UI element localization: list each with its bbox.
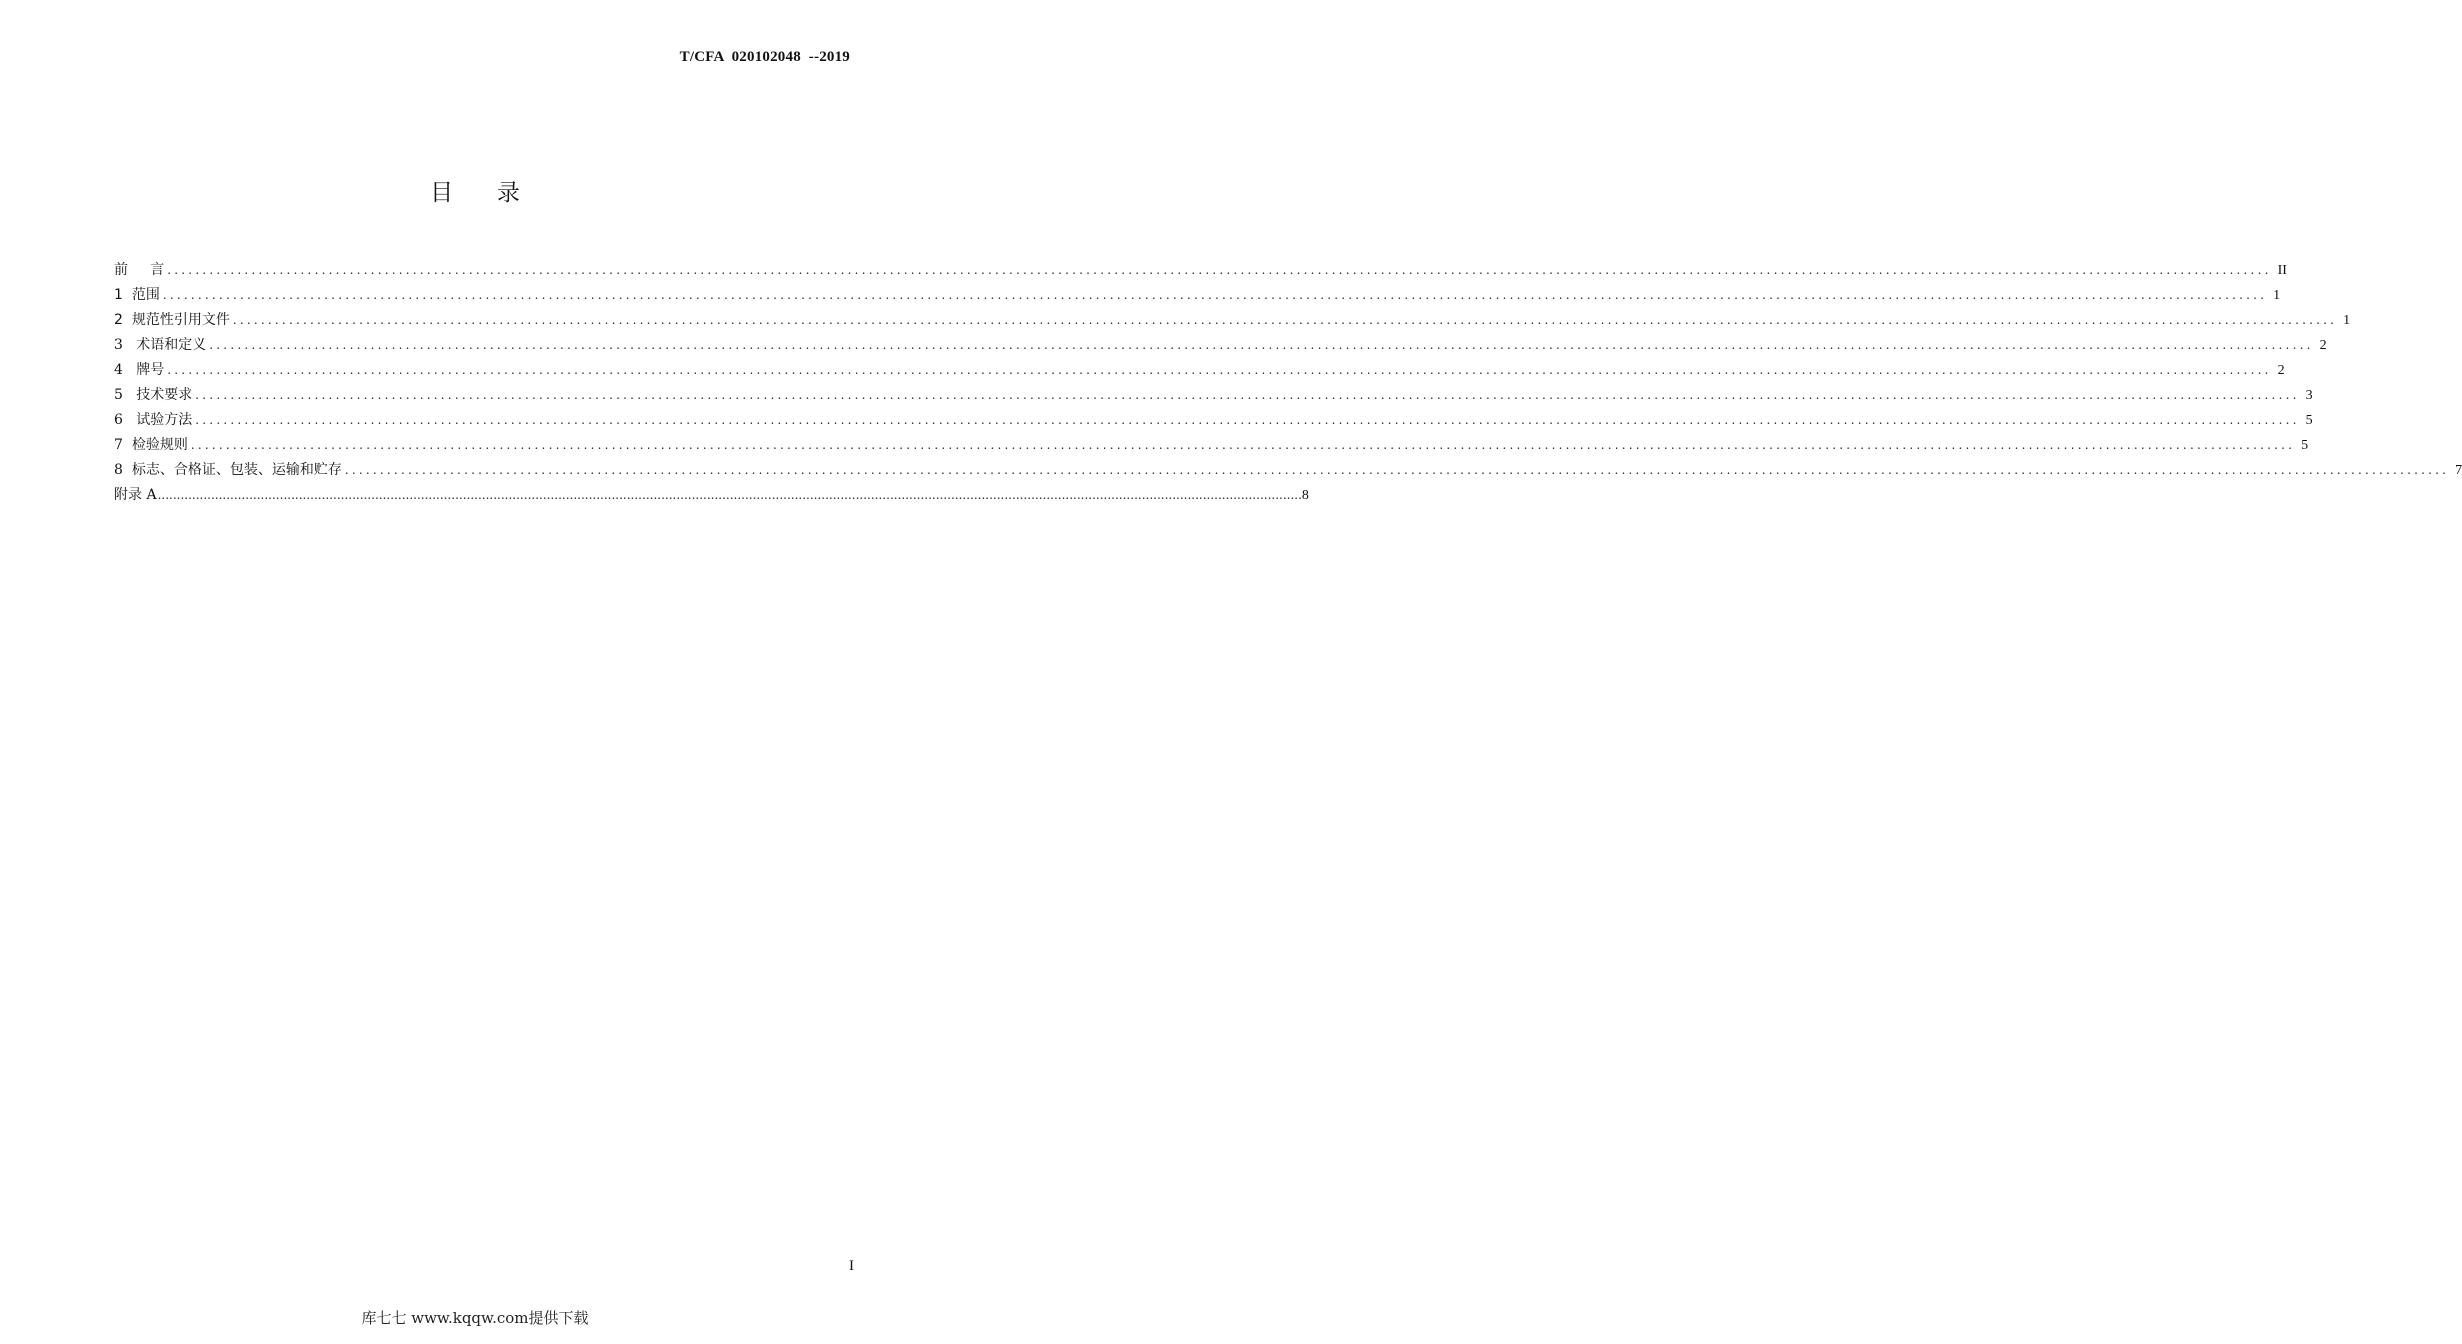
toc-entry[interactable] — [114, 459, 2462, 484]
toc-entry-number: 前 — [114, 262, 128, 278]
toc-entry-number: 2 — [114, 312, 123, 328]
toc-entry-label: 技术要求 — [122, 387, 193, 403]
toc-entry[interactable] — [114, 409, 2313, 434]
toc-entry-page: 1 — [2343, 313, 2351, 328]
toc-entry-label: 试验方法 — [122, 412, 193, 428]
document-code: T/CFA 020102048 --2019 — [679, 49, 850, 65]
toc-leader-dots: ............................................................................................................................................................................................................................................................................................................ — [157, 488, 1302, 502]
toc-entry-page: 1 — [2273, 288, 2281, 303]
toc-entry-label: 规范性引用文件 — [122, 312, 230, 328]
toc-entry-number: 1 — [114, 287, 123, 303]
toc-entry-number: 附录 — [114, 487, 142, 503]
toc-entry-number: 6 — [114, 412, 123, 428]
toc-entry[interactable] — [114, 359, 2285, 384]
toc-entry-page: 2 — [2319, 338, 2327, 353]
toc-leader-dots: ............................................................................................................................................................................................................................................................................................................ — [162, 288, 2268, 302]
toc-entry-label: 检验规则 — [122, 437, 188, 453]
toc-leader-dots: ............................................................................................................................................................................................................................................................................................................ — [209, 338, 2314, 352]
toc-entry-label: 言 — [128, 262, 165, 278]
toc-entry-number: 7 — [114, 437, 123, 453]
toc-entry[interactable] — [114, 284, 2281, 309]
toc-entry[interactable] — [114, 484, 1309, 509]
toc-entry-label: 范围 — [122, 287, 160, 303]
toc-leader-dots: ............................................................................................................................................................................................................................................................................................................ — [167, 363, 2272, 377]
toc-leader-dots: ............................................................................................................................................................................................................................................................................................................ — [195, 388, 2300, 402]
toc-entry-page: II — [2277, 263, 2287, 278]
toc-entry[interactable] — [114, 309, 2351, 334]
toc-entry-page: 7 — [2455, 463, 2462, 478]
toc-entry-page: 5 — [2305, 413, 2313, 428]
toc-entry[interactable] — [114, 434, 2309, 459]
toc-entry-label: A — [142, 487, 157, 503]
toc-title: 目 录 — [430, 180, 520, 206]
toc-leader-dots: ............................................................................................................................................................................................................................................................................................................ — [232, 313, 2338, 327]
toc-entry-page: 8 — [1301, 488, 1309, 503]
toc-entry[interactable] — [114, 259, 2287, 284]
page-number: I — [849, 1258, 854, 1274]
toc-entry-page: 3 — [2305, 388, 2313, 403]
toc-entry-label: 标志、合格证、包装、运输和贮存 — [122, 462, 342, 478]
toc-entry-number: 5 — [114, 387, 123, 403]
toc-entry-number: 8 — [114, 462, 123, 478]
toc-leader-dots: ............................................................................................................................................................................................................................................................................................................ — [195, 413, 2300, 427]
toc-entry-label: 牌号 — [122, 362, 165, 378]
toc-entry[interactable] — [114, 384, 2313, 409]
toc-leader-dots: ............................................................................................................................................................................................................................................................................................................ — [190, 438, 2296, 452]
footer-download-note: 库七七 www.kqqw.com提供下载 — [361, 1309, 589, 1327]
toc-entry-number: 3 — [114, 337, 123, 353]
toc-entry[interactable] — [114, 334, 2327, 359]
toc-entry-label: 术语和定义 — [122, 337, 207, 353]
toc-entry-number: 4 — [114, 362, 123, 378]
toc-entry-page: 2 — [2277, 363, 2285, 378]
toc-leader-dots: ............................................................................................................................................................................................................................................................................................................ — [344, 463, 2450, 477]
table-of-contents — [114, 259, 2462, 509]
toc-leader-dots: ............................................................................................................................................................................................................................................................................................................ — [167, 263, 2272, 277]
toc-entry-page: 5 — [2301, 438, 2309, 453]
